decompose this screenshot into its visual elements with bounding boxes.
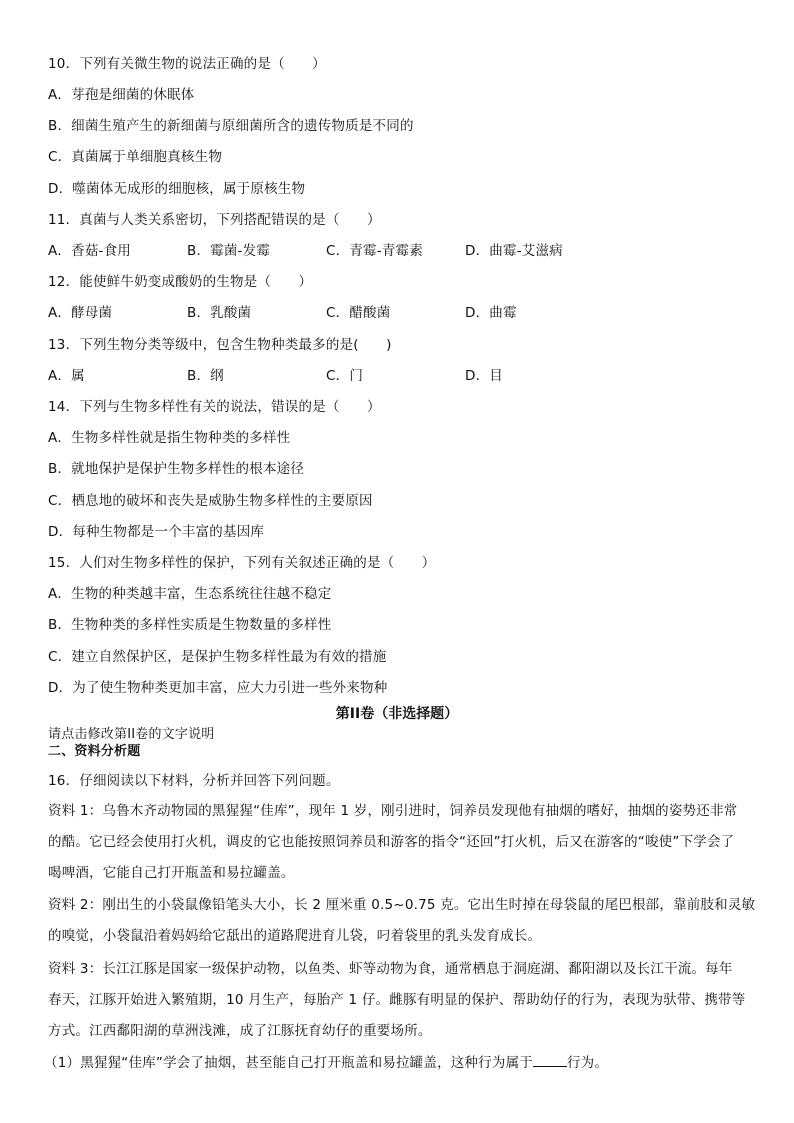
q16-stem: 16．仔细阅读以下材料，分析并回答下列问题。 [48, 773, 340, 789]
q13-option-a: A．属 [48, 368, 85, 384]
material-3 [48, 960, 774, 1053]
q13-option-b: B．纲 [187, 368, 224, 384]
q11-options [48, 242, 563, 260]
material-3-line-3: 方式。江西鄱阳湖的草洲浅滩，成了江豚抚育幼仔的重要场所。 [48, 1023, 432, 1039]
q11-option-b: B．霉菌-发霉 [187, 243, 271, 259]
part2-note: 请点击修改第II卷的文字说明 [48, 727, 215, 742]
q15-option-b: B．生物种类的多样性实质是生物数量的多样性 [48, 617, 332, 633]
q14-stem: 14．下列与生物多样性有关的说法，错误的是（ ） [48, 399, 381, 415]
q12-option-d: D．曲霉 [465, 305, 517, 321]
material-1-line-1: 资料 1：乌鲁木齐动物园的黑猩猩“佳库”，现年 1 岁，刚引进时，饲养员发现他有抽烟的嗜好，抽烟的姿势还非常 [48, 803, 738, 819]
material-1-line-2: 的酷。它已经会使用打火机，调皮的它也能按照饲养员和游客的指令“还回”打火机，后又在游客的“唆使”下学会了 [48, 834, 735, 850]
q14-option-a: A．生物多样性就是指生物种类的多样性 [48, 430, 291, 446]
q15-stem: 15．人们对生物多样性的保护，下列有关叙述正确的是（ ） [48, 555, 436, 571]
material-3-line-1: 资料 3：长江江豚是国家一级保护动物，以鱼类、虾等动物为食，通常栖息于洞庭湖、鄱阳湖以及长江干流。每年 [48, 961, 733, 977]
q13-option-d: D．目 [465, 368, 503, 384]
material-1-line-3: 喝啤酒，它能自己打开瓶盖和易拉罐盖。 [48, 865, 295, 881]
part2-title: 第II卷（非选择题） [335, 706, 459, 722]
sub1-text: （1）黑猩猩“佳库”学会了抽烟，甚至能自己打开瓶盖和易拉罐盖，这种行为属于 [44, 1055, 533, 1071]
q16-sub-question-1 [44, 1054, 608, 1072]
material-2 [48, 896, 774, 958]
q13-stem: 13．下列生物分类等级中，包含生物种类最多的是( ) [48, 337, 392, 353]
q11-stem: 11．真菌与人类关系密切，下列搭配错误的是（ ） [48, 212, 381, 228]
q12-option-b: B．乳酸菌 [187, 305, 252, 321]
q10-option-c: C．真菌属于单细胞真核生物 [48, 149, 223, 165]
q10-stem: 10．下列有关微生物的说法正确的是（ ） [48, 56, 326, 72]
q12-options [48, 304, 517, 322]
material-2-line-2: 的嗅觉，小袋鼠沿着妈妈给它舐出的道路爬进育儿袋，叼着袋里的乳头发育成长。 [48, 928, 542, 944]
q14-option-c: C．栖息地的破坏和丧失是威胁生物多样性的主要原因 [48, 493, 373, 509]
q14-option-b: B．就地保护是保护生物多样性的根本途径 [48, 461, 305, 477]
material-3-line-2: 春天，江豚开始进入繁殖期，10 月生产，每胎产 1 仔。雌豚有明显的保护、帮助幼仔的行为，表现为驮带、携带等 [48, 992, 746, 1008]
material-2-line-1: 资料 2：刚出生的小袋鼠像铅笔头大小，长 2 厘米重 0.5~0.75 克。它出生时掉在母袋鼠的尾巴根部，靠前肢和灵敏 [48, 897, 756, 913]
q13-option-c: C．门 [326, 368, 364, 384]
section-heading: 二、资料分析题 [48, 744, 141, 759]
q15-option-a: A．生物的种类越丰富，生态系统往往越不稳定 [48, 586, 332, 602]
q10-option-a: A．芽孢是细菌的休眠体 [48, 87, 195, 103]
q11-option-d: D．曲霉-艾滋病 [465, 243, 563, 259]
q13-options [48, 367, 503, 385]
sub1-suffix: 行为。 [566, 1055, 609, 1071]
q10-option-d: D．噬菌体无成形的细胞核，属于原核生物 [48, 181, 306, 197]
q12-option-c: C．醋酸菌 [326, 305, 391, 321]
q11-option-c: C．青霉-青霉素 [326, 243, 423, 259]
q10-option-b: B．细菌生殖产生的新细菌与原细菌所含的遗传物质是不同的 [48, 118, 414, 134]
q12-stem: 12．能使鲜牛奶变成酸奶的生物是（ ） [48, 274, 313, 290]
material-1 [48, 802, 774, 895]
q11-option-a: A．香菇-食用 [48, 243, 132, 259]
q12-option-a: A．酵母菌 [48, 305, 113, 321]
q15-option-c: C．建立自然保护区，是保护生物多样性最为有效的措施 [48, 649, 387, 665]
q14-option-d: D．每种生物都是一个丰富的基因库 [48, 524, 265, 540]
q15-option-d: D．为了使生物种类更加丰富，应大力引进一些外来物种 [48, 680, 388, 696]
answer-blank[interactable] [533, 1054, 567, 1067]
